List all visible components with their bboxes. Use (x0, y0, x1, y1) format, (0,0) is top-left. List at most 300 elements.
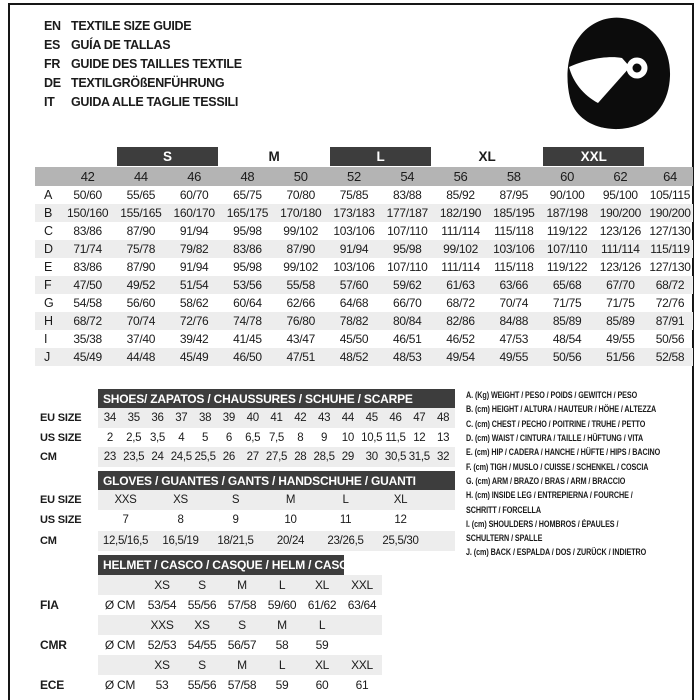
helmet-value: XXS (150, 618, 174, 632)
measurement-value: 155/165 (120, 206, 162, 220)
measurement-value: 71/75 (552, 296, 582, 310)
measurement-rows (35, 186, 693, 366)
measurement-value: 70/74 (499, 296, 529, 310)
helmet-section (40, 555, 382, 695)
helmet-value (98, 615, 142, 635)
measurement-value: 37/40 (126, 332, 156, 346)
legend-line: E. (cm) HIP / CADERA / HANCHE / HÜFTE / HIPS / BACINO (466, 447, 661, 458)
size-number: 54 (400, 169, 415, 184)
helmet-value: XS (154, 578, 170, 592)
helmet-value: 52/53 (147, 638, 177, 652)
helmet-row-label (40, 575, 98, 595)
legend-line: B. (cm) HEIGHT / ALTURA / HAUTEUR / HÖHE / ALTEZZA (466, 404, 657, 415)
measurement-value: 47/50 (73, 278, 102, 292)
helmet-row (98, 635, 382, 655)
language-row (44, 16, 242, 35)
measurement-value: 115/118 (494, 260, 534, 274)
measurement-row-values (61, 348, 693, 366)
shoes-value: 27,5 (265, 451, 288, 464)
gloves-row-label: US SIZE (40, 514, 82, 527)
measurement-row-key: B (44, 206, 53, 220)
shoes-value: 13 (436, 431, 450, 444)
measurement-value: 52/58 (655, 350, 685, 364)
size-number-cells (61, 167, 693, 186)
measurement-row-values (61, 294, 693, 312)
shoes-side-labels (40, 389, 98, 467)
shoes-value: 5 (202, 431, 209, 444)
language-code: EN (44, 18, 61, 33)
measurement-row (35, 348, 693, 366)
shoes-value: 28,5 (313, 451, 335, 464)
size-group-xl: XL (478, 149, 496, 164)
measurement-row (35, 240, 693, 258)
measurement-value: 107/110 (546, 242, 588, 256)
measurement-value: 65/68 (552, 278, 582, 292)
measurement-value: 82/86 (446, 314, 475, 328)
measurement-value: 90/100 (549, 188, 585, 202)
shoes-section (40, 389, 455, 467)
language-row (44, 92, 242, 111)
shoes-value: 44 (341, 411, 354, 424)
shoes-value: 30 (365, 451, 378, 464)
measurement-value: 107/110 (387, 224, 428, 238)
language-code: FR (44, 56, 61, 71)
shoes-value: 41 (270, 411, 283, 424)
measurement-value: 55/65 (126, 188, 156, 202)
measurement-value: 57/60 (339, 278, 369, 292)
legend-line: F. (cm) TIGH / MUSLO / CUISSE / SCHENKEL / COSCIA (466, 461, 649, 472)
measurement-value: 99/102 (283, 260, 319, 274)
measurement-value: 54/58 (73, 296, 102, 310)
helmet-value: Ø CM (104, 638, 136, 652)
gloves-value: 25,5/30 (382, 534, 419, 547)
helmet-value: L (278, 658, 286, 672)
measurement-value: 47/53 (499, 332, 529, 346)
measurement-row (35, 222, 693, 240)
gloves-value: 11 (339, 514, 352, 527)
size-number: 44 (133, 169, 148, 184)
shoes-header-bar: SHOES/ ZAPATOS / CHAUSSURES / SCHUHE / SCARPE (98, 389, 455, 408)
helmet-value: 57/58 (227, 678, 257, 692)
measurement-row-key: E (44, 260, 53, 274)
gloves-table (98, 471, 455, 551)
measurement-value: 150/160 (66, 206, 109, 220)
measurement-value: 48/52 (339, 350, 369, 364)
measurement-value: 103/106 (333, 224, 375, 238)
measurement-value: 182/190 (439, 206, 482, 220)
measurement-value: 91/94 (179, 260, 209, 274)
legend-line: D. (cm) WAIST / CINTURA / TAILLE / HÜFTUNG / VITA (466, 433, 644, 444)
helmet-value: 55/56 (187, 678, 217, 692)
shoes-value: 29 (341, 451, 354, 464)
helmet-value: XL (314, 578, 330, 592)
helmet-table (98, 555, 382, 695)
gloves-row-cells (98, 510, 455, 530)
gloves-value: 18/21,5 (217, 534, 254, 547)
gloves-row (98, 510, 455, 530)
measurement-row-values (61, 204, 693, 222)
helmet-value: 59 (275, 678, 289, 692)
gloves-value: XL (393, 494, 408, 507)
shoes-value: 40 (246, 411, 259, 424)
legend-line: SCHRITT / FORCELLA (466, 504, 541, 515)
legend-line: SCHULTERN / SPALLE (466, 533, 543, 544)
helmet-value: 59 (315, 638, 329, 652)
measurement-value: 107/110 (387, 260, 428, 274)
shoes-value: 2 (106, 431, 113, 444)
size-number: 64 (663, 169, 677, 184)
measurement-value: 127/130 (649, 260, 691, 274)
measurement-value: 115/118 (494, 224, 534, 238)
measurement-value: 62/66 (286, 296, 315, 310)
gloves-value: 12,5/16,5 (102, 534, 149, 547)
measurement-row-key: F (44, 278, 52, 292)
size-group-spacer (35, 146, 61, 167)
gloves-value: 12 (394, 514, 407, 527)
measurement-value: 48/53 (393, 350, 422, 364)
legend-line: J. (cm) BACK / ESPALDA / DOS / ZURÜCK / INDIETRO (466, 547, 647, 558)
gloves-row (98, 531, 455, 551)
size-group-grid (61, 146, 693, 167)
measurement-value: 72/76 (655, 296, 685, 310)
language-code: DE (44, 75, 61, 90)
measurement-value: 87/95 (499, 188, 529, 202)
shoes-value: 10,5 (361, 431, 383, 444)
measurement-value: 119/122 (546, 260, 588, 274)
helmet-row-label (40, 655, 98, 675)
shoes-value: 31,5 (408, 451, 430, 464)
shoes-value: 4 (178, 431, 185, 444)
measurement-row (35, 276, 693, 294)
gloves-value: 20/24 (276, 534, 305, 547)
language-code: IT (44, 94, 55, 109)
shoes-row-cells (98, 408, 455, 428)
measurement-value: 45/50 (339, 332, 369, 346)
helmet-row-cells (98, 635, 382, 655)
measurement-row-key: A (44, 188, 53, 202)
measurement-row-key: H (44, 314, 54, 328)
gloves-value: M (285, 494, 296, 507)
textile-size-table (35, 146, 693, 366)
shoes-value: 47 (413, 411, 426, 424)
measurement-value: 53/56 (233, 278, 262, 292)
gloves-value: 8 (177, 514, 184, 527)
helmet-value: 59/60 (267, 598, 297, 612)
helmet-icon (562, 14, 676, 134)
gloves-rows (98, 490, 455, 551)
size-number: 46 (187, 169, 202, 184)
measurement-value: 170/180 (280, 206, 322, 220)
measurement-value: 60/70 (179, 188, 209, 202)
shoes-value: 30,5 (384, 451, 407, 464)
size-group-xxl: XXL (543, 147, 644, 166)
size-number: 62 (613, 169, 628, 184)
shoes-table (98, 389, 455, 467)
measurement-value: 68/72 (655, 278, 685, 292)
measurement-value: 173/183 (333, 206, 375, 220)
measurement-value: 71/74 (73, 242, 102, 256)
gloves-value: 7 (122, 514, 129, 527)
helmet-value: 54/55 (187, 638, 217, 652)
measurement-value: 65/75 (233, 188, 262, 202)
language-row (44, 35, 242, 54)
size-number: 52 (347, 169, 361, 184)
helmet-value: 55/56 (187, 598, 217, 612)
helmet-value: S (198, 578, 206, 592)
measurement-row (35, 204, 693, 222)
size-number: 48 (240, 169, 255, 184)
language-title-list (44, 16, 242, 111)
shoes-value: 3,5 (149, 431, 166, 444)
measurement-value: 190/200 (649, 206, 691, 220)
measurement-legend (466, 388, 696, 560)
measurement-value: 85/89 (552, 314, 582, 328)
measurement-row-values (61, 276, 693, 294)
guide-title: TEXTILE SIZE GUIDE (71, 18, 192, 33)
helmet-row (98, 615, 382, 635)
helmet-value: 61 (355, 678, 369, 692)
measurement-value: 41/45 (233, 332, 262, 346)
measurement-value: 72/76 (179, 314, 209, 328)
shoes-row-label: EU SIZE (40, 411, 82, 424)
shoes-value: 34 (103, 411, 116, 424)
legend-line: I. (cm) SHOULDERS / HOMBROS / ÉPAULES / (466, 518, 619, 529)
helmet-header-bar: HELMET / CASCO / CASQUE / HELM / CASCO (98, 555, 344, 575)
measurement-value: 46/51 (393, 332, 422, 346)
measurement-value: 123/126 (599, 224, 641, 238)
helmet-row-label: FIA (40, 598, 59, 612)
helmet-side-labels (40, 555, 98, 695)
helmet-value: XS (194, 618, 210, 632)
measurement-row (35, 312, 693, 330)
measurement-row-key: I (44, 332, 48, 346)
shoes-value: 10 (341, 431, 354, 444)
shoes-value: 42 (294, 411, 307, 424)
shoes-row-label: CM (40, 451, 57, 464)
measurement-value: 50/56 (655, 332, 685, 346)
helmet-value: 61/62 (307, 598, 337, 612)
helmet-row-cells (98, 575, 382, 595)
measurement-value: 50/60 (73, 188, 102, 202)
guide-title: GUIDA ALLE TAGLIE TESSILI (71, 94, 239, 109)
size-group-s: S (117, 147, 218, 166)
helmet-row (98, 655, 382, 675)
helmet-row-label: CMR (40, 638, 67, 652)
helmet-row-cells (98, 595, 382, 615)
helmet-row-label: ECE (40, 678, 65, 692)
measurement-row-values (61, 222, 693, 240)
measurement-value: 111/114 (441, 224, 480, 238)
size-group-row (35, 146, 693, 167)
measurement-value: 35/38 (73, 332, 102, 346)
measurement-value: 99/102 (443, 242, 478, 256)
measurement-value: 95/98 (393, 242, 422, 256)
measurement-value: 119/122 (546, 224, 588, 238)
shoes-row-cells (98, 447, 455, 467)
measurement-value: 66/70 (393, 296, 422, 310)
shoes-value: 45 (365, 411, 378, 424)
legend-line: G. (cm) ARM / BRAZO / BRAS / ARM / BRACCIO (466, 475, 626, 486)
measurement-value: 49/55 (499, 350, 529, 364)
size-group-l: L (330, 147, 431, 166)
shoes-value: 35 (127, 411, 140, 424)
measurement-value: 85/89 (606, 314, 635, 328)
gloves-side-labels (40, 471, 98, 551)
measurement-value: 61/63 (446, 278, 475, 292)
legend-line: A. (Kg) WEIGHT / PESO / POIDS / GEWITCH / PESO (466, 390, 638, 401)
measurement-value: 79/82 (179, 242, 209, 256)
shoes-value: 48 (436, 411, 450, 424)
measurement-value: 63/66 (499, 278, 529, 292)
measurement-value: 127/130 (649, 224, 691, 238)
shoes-value: 46 (389, 411, 402, 424)
measurement-value: 185/195 (493, 206, 535, 220)
helmet-value: Ø CM (104, 678, 136, 692)
helmet-value: 60 (315, 678, 329, 692)
measurement-row-key: J (44, 350, 51, 364)
measurement-value: 49/52 (126, 278, 156, 292)
measurement-value: 60/64 (233, 296, 262, 310)
measurement-value: 91/94 (339, 242, 369, 256)
measurement-value: 95/98 (233, 260, 262, 274)
helmet-value: 53 (155, 678, 169, 692)
shoes-value: 11,5 (385, 431, 406, 444)
number-row-spacer (35, 167, 61, 186)
helmet-value: 58 (275, 638, 289, 652)
gloves-value: 10 (284, 514, 297, 527)
shoes-value: 2,5 (126, 431, 142, 444)
helmet-value (98, 575, 142, 595)
measurement-value: 55/58 (286, 278, 315, 292)
helmet-row-cells (98, 615, 382, 635)
shoes-value: 38 (198, 411, 212, 424)
measurement-value: 177/187 (386, 206, 428, 220)
gloves-row-cells (98, 490, 455, 510)
helmet-row (98, 575, 382, 595)
helmet-value: M (277, 618, 287, 632)
shoes-value: 32 (436, 451, 450, 464)
measurement-value: 84/88 (499, 314, 529, 328)
measurement-value: 51/56 (606, 350, 635, 364)
measurement-value: 68/72 (73, 314, 102, 328)
helmet-value (98, 655, 142, 675)
shoes-rows (98, 408, 455, 467)
measurement-value: 83/86 (233, 242, 262, 256)
measurement-value: 103/106 (333, 260, 375, 274)
gloves-row-label: CM (40, 534, 57, 547)
measurement-value: 111/114 (441, 260, 480, 274)
gloves-header-bar: GLOVES / GUANTES / GANTS / HANDSCHUHE / GUANTI (98, 471, 455, 490)
measurement-value: 75/78 (126, 242, 156, 256)
size-number: 60 (560, 169, 575, 184)
measurement-row-values (61, 330, 693, 348)
shoes-value: 28 (294, 451, 307, 464)
measurement-value: 59/62 (393, 278, 422, 292)
measurement-row-values (61, 240, 693, 258)
gloves-value: 9 (232, 514, 239, 527)
measurement-value: 49/54 (446, 350, 475, 364)
measurement-value: 83/86 (73, 224, 102, 238)
shoes-value: 6 (225, 431, 232, 444)
measurement-value: 83/88 (393, 188, 422, 202)
helmet-value: S (198, 658, 206, 672)
measurement-value: 58/62 (179, 296, 209, 310)
guide-title: GUIDE DES TAILLES TEXTILE (71, 56, 242, 71)
shoes-value: 36 (151, 411, 164, 424)
language-row (44, 54, 242, 73)
measurement-row (35, 258, 693, 276)
shoes-value: 43 (317, 411, 331, 424)
measurement-row-key: D (44, 242, 54, 256)
gloves-row-cells (98, 531, 455, 551)
helmet-rows (98, 575, 382, 695)
measurement-value: 44/48 (126, 350, 156, 364)
helmet-value (342, 635, 382, 655)
measurement-value: 47/51 (286, 350, 315, 364)
size-number-row (35, 167, 693, 186)
shoes-value: 7,5 (268, 431, 285, 444)
measurement-row (35, 186, 693, 204)
shoes-value: 8 (297, 431, 304, 444)
shoes-value: 9 (321, 431, 328, 444)
size-number: 58 (506, 169, 521, 184)
shoes-value: 37 (175, 411, 188, 424)
size-number: 50 (293, 169, 308, 184)
shoes-value: 25,5 (194, 451, 216, 464)
helmet-row-cells (98, 655, 382, 675)
measurement-value: 46/52 (446, 332, 475, 346)
measurement-value: 64/68 (339, 296, 369, 310)
measurement-row-values (61, 258, 693, 276)
gloves-value: XXS (114, 494, 137, 507)
measurement-row-values (61, 186, 693, 204)
measurement-value: 48/54 (552, 332, 582, 346)
helmet-value: Ø CM (104, 598, 136, 612)
measurement-value: 95/100 (602, 188, 638, 202)
gloves-row-label: EU SIZE (40, 494, 82, 507)
gloves-row (98, 490, 455, 510)
measurement-row-key: G (44, 296, 54, 310)
shoes-value: 23 (103, 451, 116, 464)
measurement-value: 105/115 (649, 188, 691, 202)
measurement-row (35, 330, 693, 348)
measurement-value: 87/90 (126, 224, 156, 238)
helmet-value: 63/64 (347, 598, 377, 612)
shoes-value: 12 (413, 431, 426, 444)
measurement-value: 74/78 (233, 314, 262, 328)
helmet-row (98, 675, 382, 695)
measurement-value: 87/90 (126, 260, 156, 274)
helmet-value: XL (314, 658, 330, 672)
measurement-value: 45/49 (179, 350, 209, 364)
shoes-value: 6,5 (245, 431, 261, 444)
measurement-value: 67/70 (606, 278, 635, 292)
measurement-value: 46/50 (233, 350, 262, 364)
measurement-value: 70/80 (286, 188, 315, 202)
measurement-value: 43/47 (286, 332, 315, 346)
gloves-value: XS (173, 494, 188, 507)
guide-title: TEXTILGRÖßENFÜHRUNG (71, 75, 225, 90)
helmet-value: XXL (351, 658, 373, 672)
shoes-value: 23,5 (123, 451, 145, 464)
measurement-value: 165/175 (226, 206, 269, 220)
gloves-section (40, 471, 455, 551)
measurement-value: 190/200 (599, 206, 641, 220)
helmet-value (342, 615, 382, 635)
measurement-value: 71/75 (606, 296, 635, 310)
shoes-row (98, 447, 455, 467)
measurement-value: 68/72 (446, 296, 475, 310)
